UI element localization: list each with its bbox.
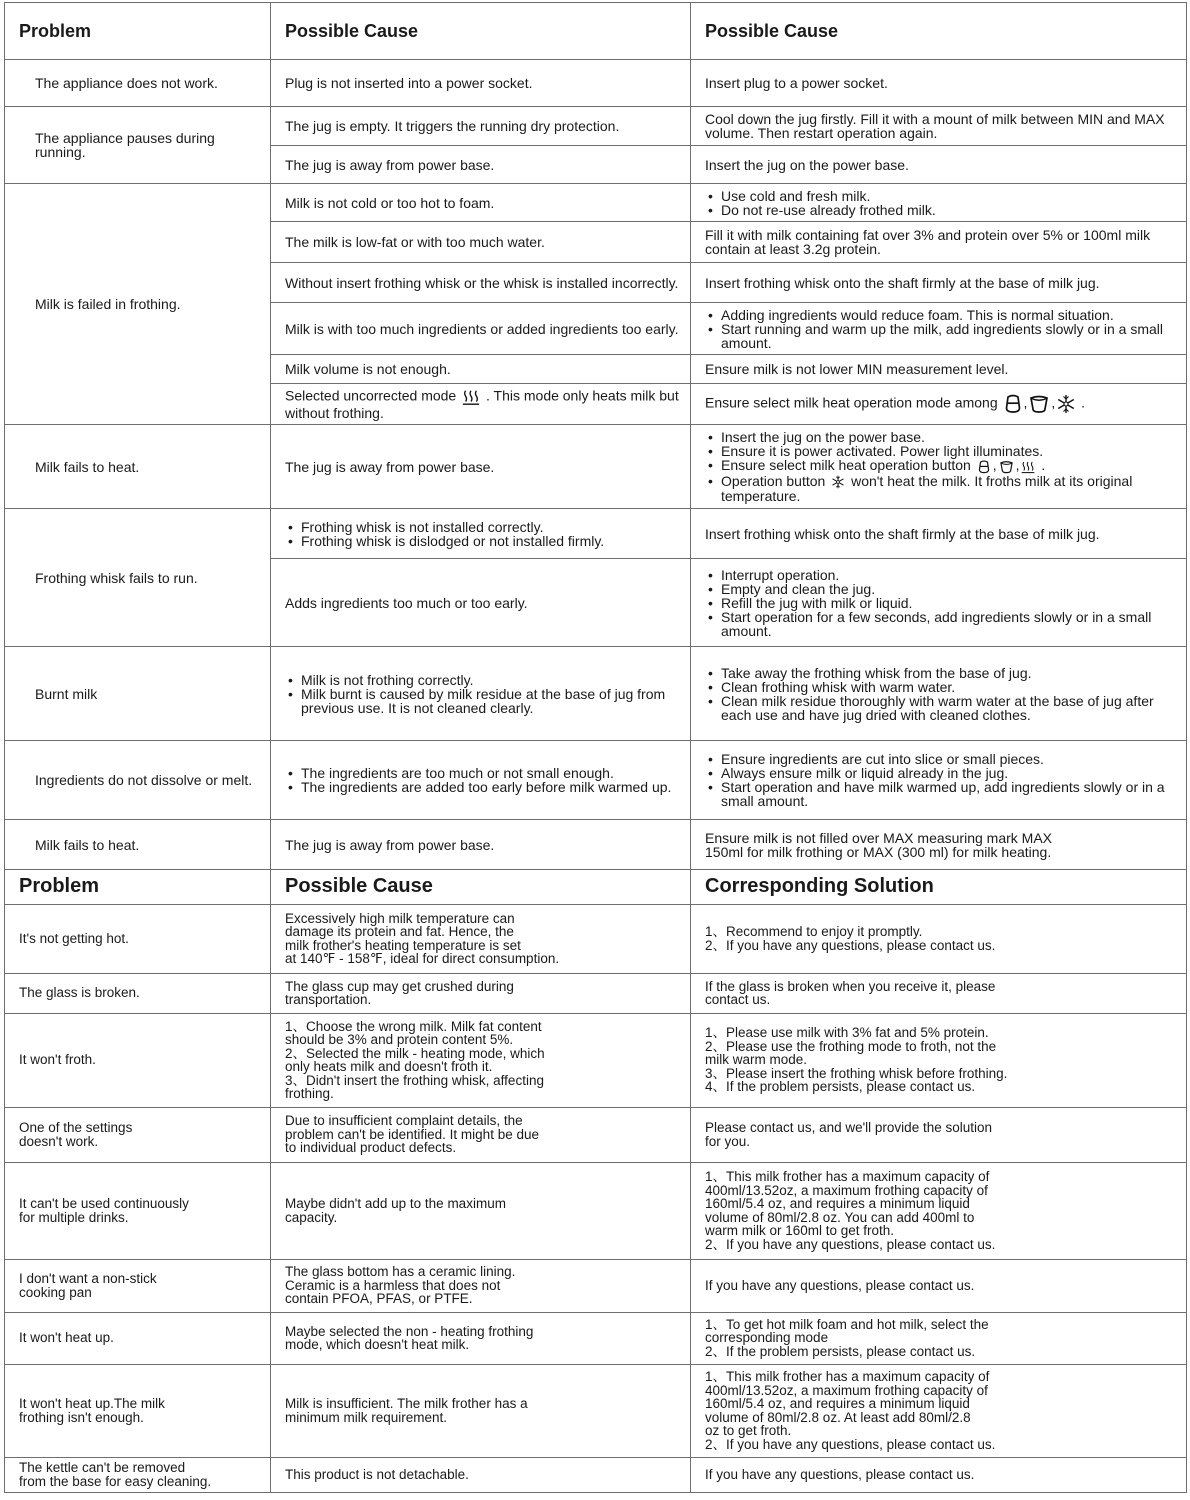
solution-text: Ensure select milk heat operation button (721, 457, 971, 474)
cause-cell: The jug is empty. It triggers the running dry protection. (271, 107, 691, 146)
solution-text: Ensure select milk heat operation mode among (705, 394, 998, 411)
solution-line: milk warm mode. (705, 1052, 808, 1068)
hot-milk-foam-icon (998, 460, 1015, 474)
solution-line: for you. (705, 1133, 751, 1149)
solution-cell: Insert plug to a power socket. (691, 60, 1187, 107)
solution-text: Operation button (721, 472, 826, 489)
problem-line: It can't be used continuously (19, 1196, 189, 1211)
table-row (5, 184, 1187, 222)
cause-line: • Frothing whisk is dislodged or not installed firmly. (285, 534, 680, 548)
cause-line: 3、Didn't insert the frothing whisk, affecting (285, 1072, 544, 1088)
solution-cell (691, 820, 1187, 870)
cause-line: • The ingredients are added too early before milk warmed up. (285, 780, 680, 794)
cause-cell (271, 904, 691, 973)
solution-line: 1、To get hot milk foam and hot milk, select the (705, 1316, 989, 1332)
problem-cell: Burnt milk (5, 647, 271, 741)
solution-cell: Fill it with milk containing fat over 3% and protein over 5% or 100ml milk contain at least 3.2g protein. (691, 222, 1187, 263)
cause-line: milk frother's heating temperature is set (285, 937, 521, 953)
cause-cell: Milk is with too much ingredients or added ingredients too early. (271, 303, 691, 355)
problem-line: from the base for easy cleaning. (19, 1473, 212, 1489)
cause-line: Milk is insufficient. The milk frother has a (285, 1396, 528, 1411)
troubleshooting-page (4, 2, 1186, 1498)
cause-cell (271, 973, 691, 1013)
problem-cell: Frothing whisk fails to run. (5, 509, 271, 647)
table-row (5, 425, 1187, 509)
solution-line: • Take away the frothing whisk from the base of jug. (705, 666, 1176, 680)
table-row (5, 1312, 1187, 1364)
solution-cell (691, 973, 1187, 1013)
cause-line: Excessively high milk temperature can (285, 910, 515, 926)
problem-cell (5, 973, 271, 1013)
problem-cell (5, 1312, 271, 1364)
solution-text: . (1041, 457, 1046, 474)
milk-heat-steam-icon (1020, 460, 1036, 474)
solution-line: • Empty and clean the jug. (705, 582, 1176, 596)
solution-line: Ensure milk is not filled over MAX measuring mark MAX (705, 829, 1052, 846)
problem-line: doesn't work. (19, 1133, 99, 1149)
table-row (5, 509, 1187, 559)
solution-cell (691, 904, 1187, 973)
solution-cell (691, 184, 1187, 222)
cause-line: This product is not detachable. (285, 1466, 469, 1482)
solution-line: 1、This milk frother has a maximum capacity of (705, 1169, 990, 1184)
solution-line: volume of 80ml/2.8 oz. You can add 400ml to (705, 1209, 975, 1225)
header-problem: Problem (5, 869, 271, 904)
cause-line: The glass bottom has a ceramic lining. (285, 1264, 516, 1280)
solution-line: If you have any questions, please contact us. (705, 1277, 975, 1293)
solution-cell (691, 425, 1187, 509)
hot-milk-froth-icon (976, 460, 992, 474)
problem-cell (5, 904, 271, 973)
solution-line: • Ensure ingredients are cut into slice or small pieces. (705, 752, 1176, 766)
solution-cell (691, 647, 1187, 741)
solution-cell (691, 741, 1187, 820)
table-row (5, 1457, 1187, 1492)
solution-line: contact us. (705, 992, 771, 1007)
troubleshooting-table (4, 2, 1187, 870)
solution-line: 1、This milk frother has a maximum capacity of (705, 1369, 990, 1384)
cause-cell: The milk is low-fat or with too much water. (271, 222, 691, 263)
problem-line: I don't want a non-stick (19, 1271, 157, 1286)
cause-line: minimum milk requirement. (285, 1409, 448, 1425)
solution-cell: Insert frothing whisk onto the shaft firmly at the base of milk jug. (691, 509, 1187, 559)
cause-line: Maybe selected the non - heating frothing (285, 1323, 534, 1339)
problem-cell (5, 1457, 271, 1492)
solution-cell: Ensure milk is not lower MIN measurement level. (691, 355, 1187, 384)
solution-line: 1、Recommend to enjoy it promptly. (705, 924, 923, 939)
solution-text: . (1081, 394, 1086, 411)
problem-line: It won't heat up. (19, 1330, 114, 1346)
solution-line: • Start running and warm up the milk, add ingredients slowly or in a small amount. (705, 322, 1176, 350)
cause-cell (271, 1259, 691, 1312)
cause-line: The glass cup may get crushed during (285, 978, 514, 994)
solution-line: • Use cold and fresh milk. (705, 189, 1176, 203)
solution-line: • Start operation and have milk warmed up, add ingredients slowly or in a small amount. (705, 780, 1176, 808)
solution-line: 2、If you have any questions, please contact us. (705, 1236, 996, 1252)
hot-milk-foam-icon (1028, 394, 1050, 414)
cause-line: 2、Selected the milk - heating mode, which (285, 1045, 545, 1061)
cause-cell (271, 1364, 691, 1457)
solution-line: • Adding ingredients would reduce foam. This is normal situation. (705, 308, 1176, 322)
problem-cell (5, 1364, 271, 1457)
solution-line: • Start operation for a few seconds, add ingredients slowly or in a small amount. (705, 610, 1176, 638)
solution-line: If you have any questions, please contact us. (705, 1466, 975, 1482)
hot-milk-froth-icon (1003, 394, 1023, 414)
solution-line: • Do not re-use already frothed milk. (705, 203, 1176, 217)
cause-cell (271, 1162, 691, 1259)
solution-line: 150ml for milk frothing or MAX (300 ml) for milk heating. (705, 843, 1052, 860)
table-row (5, 647, 1187, 741)
solution-cell: Ensure select milk heat operation mode among , , . (691, 384, 1187, 425)
table-row (5, 904, 1187, 973)
problem-cell (5, 1013, 271, 1107)
solution-line: 2、If you have any questions, please contact us. (705, 937, 996, 953)
cause-cell: The jug is away from power base. (271, 146, 691, 184)
cause-cell (271, 1013, 691, 1107)
cause-cell: Milk is not cold or too hot to foam. (271, 184, 691, 222)
solution-cell: Cool down the jug firstly. Fill it with a mount of milk between MIN and MAX volume. Then restart operation again. (691, 107, 1187, 146)
solution-cell (691, 1259, 1187, 1312)
solution-line (705, 474, 1176, 503)
cause-cell (271, 1312, 691, 1364)
table-row (5, 1107, 1187, 1162)
cause-line: • Frothing whisk is not installed correctly. (285, 520, 680, 534)
solution-cell (691, 1457, 1187, 1492)
table-row (5, 1162, 1187, 1259)
solution-line: volume of 80ml/2.8 oz. At least add 80ml/2.8 (705, 1409, 971, 1425)
header-possible-cause-2: Possible Cause (691, 3, 1187, 60)
solution-line: • Refill the jug with milk or liquid. (705, 596, 1176, 610)
solution-cell (691, 303, 1187, 355)
problem-line: for multiple drinks. (19, 1209, 129, 1225)
solution-cell (691, 559, 1187, 647)
problem-line: It's not getting hot. (19, 930, 129, 946)
cause-cell: Adds ingredients too much or too early. (271, 559, 691, 647)
solution-line: warm milk or 160ml to get froth. (705, 1223, 895, 1238)
cause-cell: Without insert frothing whisk or the whisk is installed incorrectly. (271, 263, 691, 303)
table-header-row (5, 869, 1187, 904)
problem-cell (5, 1107, 271, 1162)
solution-cell (691, 1162, 1187, 1259)
solution-line: oz to get froth. (705, 1423, 792, 1438)
header-possible-cause: Possible Cause (271, 869, 691, 904)
solution-cell (691, 1312, 1187, 1364)
cause-cell (271, 509, 691, 559)
problem-line: cooking pan (19, 1284, 92, 1300)
table-row (5, 820, 1187, 870)
solution-line: 2、If you have any questions, please contact us. (705, 1436, 996, 1452)
cause-cell (271, 384, 691, 425)
solution-line: • Clean frothing whisk with warm water. (705, 680, 1176, 694)
cause-line: • Milk burnt is caused by milk residue at the base of jug from previous use. It is not cleaned clearly. (285, 687, 680, 715)
solution-line: • Interrupt operation. (705, 568, 1176, 582)
cause-line: should be 3% and protein content 5%. (285, 1032, 514, 1047)
cause-line: capacity. (285, 1209, 338, 1225)
table-row (5, 60, 1187, 107)
cause-cell: Plug is not inserted into a power socket. (271, 60, 691, 107)
cause-line: • Milk is not frothing correctly. (285, 673, 680, 687)
table-header-row (5, 3, 1187, 60)
cause-line: Maybe didn't add up to the maximum (285, 1196, 506, 1211)
solution-cell (691, 1107, 1187, 1162)
solution-line: 3、Please insert the frothing whisk before frothing. (705, 1065, 1008, 1081)
cause-line: mode, which doesn't heat milk. (285, 1337, 470, 1352)
cause-line: problem can't be identified. It might be due (285, 1126, 539, 1142)
problem-cell (5, 1259, 271, 1312)
table-row (5, 741, 1187, 820)
cause-line: to individual product defects. (285, 1140, 457, 1156)
solution-line: Please contact us, and we'll provide the solution (705, 1120, 993, 1135)
table-row (5, 1013, 1187, 1107)
solution-line: • Always ensure milk or liquid already in the jug. (705, 766, 1176, 780)
faq-table (4, 869, 1187, 1493)
problem-line: The glass is broken. (19, 985, 140, 1001)
solution-cell (691, 1364, 1187, 1457)
solution-line: corresponding mode (705, 1330, 829, 1346)
problem-line: It won't froth. (19, 1052, 96, 1068)
header-possible-cause: Possible Cause (271, 3, 691, 60)
cause-line: only heats milk and doesn't froth it. (285, 1059, 493, 1074)
solution-line: 160ml/5.4 oz, and requires a minimum liquid (705, 1196, 970, 1211)
cause-line: Ceramic is a harmless that does not (285, 1277, 501, 1293)
problem-cell: Ingredients do not dissolve or melt. (5, 741, 271, 820)
cause-text: Selected uncorrected mode (285, 387, 457, 404)
problem-line: The kettle can't be removed (19, 1460, 186, 1475)
solution-cell (691, 1013, 1187, 1107)
table-row (5, 1259, 1187, 1312)
cause-cell (271, 647, 691, 741)
solution-text: won't heat the milk. It froths milk at its original temperature. (721, 472, 1133, 504)
problem-cell: The appliance does not work. (5, 60, 271, 107)
cause-cell (271, 1457, 691, 1492)
header-corresponding-solution: Corresponding Solution (691, 869, 1187, 904)
solution-line: • Ensure it is power activated. Power light illuminates. (705, 444, 1176, 458)
solution-line: • Ensure select milk heat operation button , , . (705, 458, 1176, 473)
cause-cell (271, 1107, 691, 1162)
solution-line: 4、If the problem persists, please contact us. (705, 1079, 976, 1095)
solution-line: 160ml/5.4 oz, and requires a minimum liquid (705, 1396, 970, 1411)
cause-line: 1、Choose the wrong milk. Milk fat content (285, 1018, 542, 1034)
cause-cell: Milk volume is not enough. (271, 355, 691, 384)
solution-line: • Clean milk residue thoroughly with warm water at the base of jug after each use and have jug dried with cleaned clothes. (705, 694, 1176, 722)
solution-line: 2、If the problem persists, please contact us. (705, 1343, 976, 1359)
solution-line: • Insert the jug on the power base. (705, 430, 1176, 444)
milk-heat-steam-icon (461, 388, 481, 406)
table-row (5, 973, 1187, 1013)
solution-line: 400ml/13.52oz, a maximum frothing capacity of (705, 1182, 988, 1198)
table-row (5, 107, 1187, 146)
problem-cell: Milk fails to heat. (5, 820, 271, 870)
solution-cell: Insert the jug on the power base. (691, 146, 1187, 184)
solution-line: 2、Please use the frothing mode to froth, not the (705, 1038, 997, 1054)
solution-line: If the glass is broken when you receive it, please (705, 978, 996, 994)
cause-line: Due to insufficient complaint details, the (285, 1113, 523, 1129)
header-problem: Problem (5, 3, 271, 60)
cause-cell: The jug is away from power base. (271, 425, 691, 509)
problem-line: One of the settings (19, 1120, 133, 1135)
problem-line: frothing isn't enough. (19, 1409, 144, 1425)
problem-cell: Milk fails to heat. (5, 425, 271, 509)
cause-line: frothing. (285, 1086, 334, 1101)
cause-line: at 140℉ - 158℉, ideal for direct consumption. (285, 951, 560, 966)
solution-line: 1、Please use milk with 3% fat and 5% protein. (705, 1025, 989, 1041)
cause-line: damage its protein and fat. Hence, the (285, 924, 514, 939)
problem-cell: The appliance pauses during running. (5, 107, 271, 184)
problem-cell (5, 1162, 271, 1259)
cold-froth-icon (1056, 394, 1076, 414)
problem-cell: Milk is failed in frothing. (5, 184, 271, 425)
cause-cell (271, 741, 691, 820)
solution-line: 400ml/13.52oz, a maximum frothing capacity of (705, 1382, 988, 1398)
table-row (5, 1364, 1187, 1457)
cause-line: • The ingredients are too much or not small enough. (285, 766, 680, 780)
cold-froth-icon (830, 475, 846, 489)
solution-cell: Insert frothing whisk onto the shaft firmly at the base of milk jug. (691, 263, 1187, 303)
problem-line: It won't heat up.The milk (19, 1396, 165, 1411)
cause-text: . This mode only heats milk but without frothing. (285, 387, 679, 421)
cause-line: transportation. (285, 992, 372, 1007)
cause-line: contain PFOA, PFAS, or PTFE. (285, 1291, 473, 1307)
cause-cell: The jug is away from power base. (271, 820, 691, 870)
